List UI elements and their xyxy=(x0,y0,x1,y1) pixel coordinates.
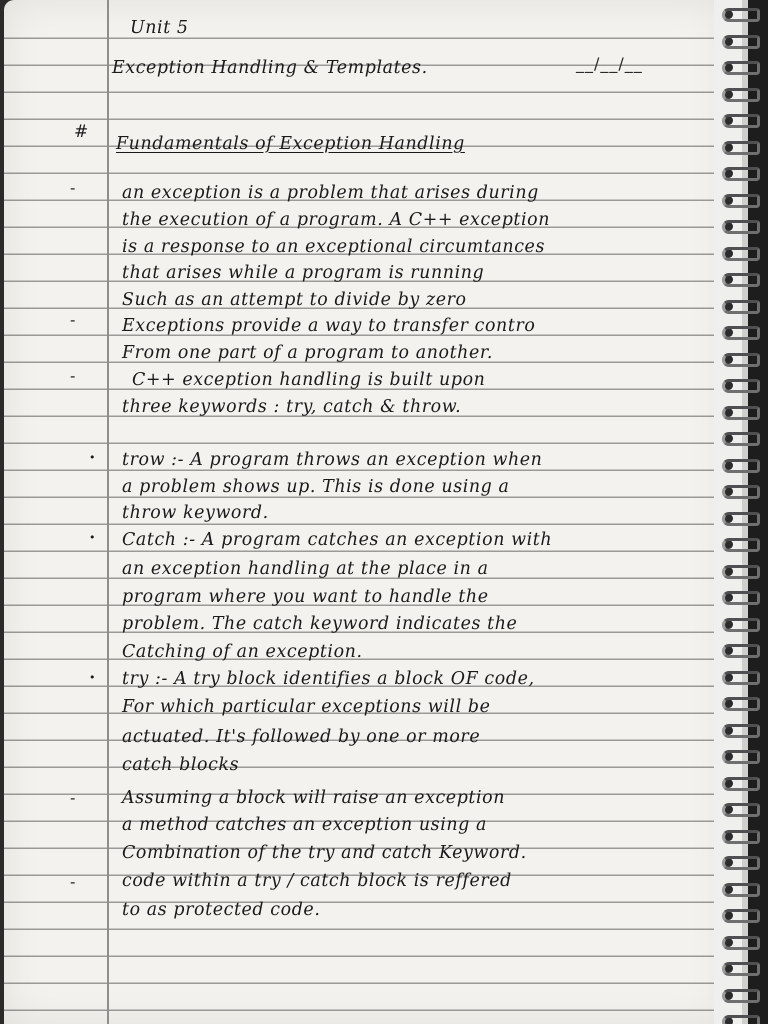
note-line: a method catches an exception using a xyxy=(122,815,488,835)
note-line: is a response to an exceptional circumtances xyxy=(122,237,545,257)
date-field: __/__/__ xyxy=(576,54,643,73)
spiral-ring xyxy=(722,671,760,685)
note-line: try :- A try block identifies a block OF code, xyxy=(122,669,535,689)
bullet-marker: • xyxy=(89,531,96,544)
spiral-ring xyxy=(722,830,760,844)
spiral-ring xyxy=(722,35,760,49)
spiral-ring xyxy=(722,273,760,287)
spiral-ring xyxy=(722,88,760,102)
note-line: Combination of the try and catch Keyword. xyxy=(122,843,527,863)
spiral-ring xyxy=(722,989,760,1003)
note-line: an exception is a problem that arises during xyxy=(122,183,539,203)
spiral-ring xyxy=(722,114,760,128)
spiral-ring xyxy=(722,697,760,711)
margin-line xyxy=(107,0,109,1024)
bullet-marker: • xyxy=(89,671,96,684)
spiral-ring xyxy=(722,353,760,367)
spiral-ring xyxy=(722,750,760,764)
note-line: For which particular exceptions will be xyxy=(122,697,491,717)
spiral-ring xyxy=(722,591,760,605)
note-line: that arises while a program is running xyxy=(122,263,485,283)
note-line: throw keyword. xyxy=(122,503,269,523)
page-title: Exception Handling & Templates. xyxy=(112,58,428,78)
note-line: Assuming a block will raise an exception xyxy=(122,788,506,808)
spiral-ring xyxy=(722,777,760,791)
note-line: Such as an attempt to divide by zero xyxy=(122,290,467,310)
dash-marker: - xyxy=(70,179,76,197)
note-line: to as protected code. xyxy=(122,900,321,920)
section-heading: Fundamentals of Exception Handling xyxy=(116,134,465,154)
dash-marker: - xyxy=(70,789,76,807)
dash-marker: - xyxy=(70,873,76,891)
note-line: From one part of a program to another. xyxy=(122,343,494,363)
note-line: problem. The catch keyword indicates the xyxy=(122,614,518,634)
dash-marker: - xyxy=(70,367,76,385)
spiral-ring xyxy=(722,883,760,897)
note-line: Catch :- A program catches an exception with xyxy=(122,530,553,550)
note-line: Catching of an exception. xyxy=(122,642,363,662)
spiral-ring xyxy=(722,565,760,579)
spiral-ring xyxy=(722,247,760,261)
note-line: a problem shows up. This is done using a xyxy=(122,477,510,497)
unit-label: Unit 5 xyxy=(130,18,189,38)
bullet-marker: • xyxy=(89,451,96,464)
spiral-ring xyxy=(722,724,760,738)
note-line: three keywords : try, catch & throw. xyxy=(122,397,462,417)
spiral-ring xyxy=(722,379,760,393)
spiral-ring xyxy=(722,141,760,155)
note-line: an exception handling at the place in a xyxy=(122,559,489,579)
note-line: trow :- A program throws an exception when xyxy=(122,450,543,470)
note-line: code within a try / catch block is reffered xyxy=(122,871,512,891)
spiral-ring xyxy=(722,432,760,446)
spiral-ring xyxy=(722,61,760,75)
spiral-ring xyxy=(722,644,760,658)
spiral-ring xyxy=(722,512,760,526)
spiral-ring xyxy=(722,962,760,976)
note-line: C++ exception handling is built upon xyxy=(132,370,486,390)
spiral-ring xyxy=(722,167,760,181)
note-line: the execution of a program. A C++ exception xyxy=(122,210,551,230)
notebook-page xyxy=(4,0,726,1024)
spiral-ring xyxy=(722,326,760,340)
section-marker: # xyxy=(74,122,89,142)
spiral-ring xyxy=(722,618,760,632)
spiral-ring xyxy=(722,538,760,552)
spiral-ring xyxy=(722,856,760,870)
spiral-ring xyxy=(722,220,760,234)
spiral-binding xyxy=(714,0,768,1024)
note-line: actuated. It's followed by one or more xyxy=(122,727,481,747)
note-line: catch blocks xyxy=(122,755,240,775)
spiral-ring xyxy=(722,459,760,473)
note-line: program where you want to handle the xyxy=(122,587,489,607)
spiral-ring xyxy=(722,909,760,923)
spiral-ring xyxy=(722,300,760,314)
spiral-ring xyxy=(722,803,760,817)
spiral-ring xyxy=(722,406,760,420)
dash-marker: - xyxy=(70,311,76,329)
spiral-ring xyxy=(722,194,760,208)
spiral-ring xyxy=(722,936,760,950)
note-line: Exceptions provide a way to transfer contro xyxy=(122,316,536,336)
spiral-ring xyxy=(722,1015,760,1024)
spiral-ring xyxy=(722,485,760,499)
spiral-ring xyxy=(722,8,760,22)
